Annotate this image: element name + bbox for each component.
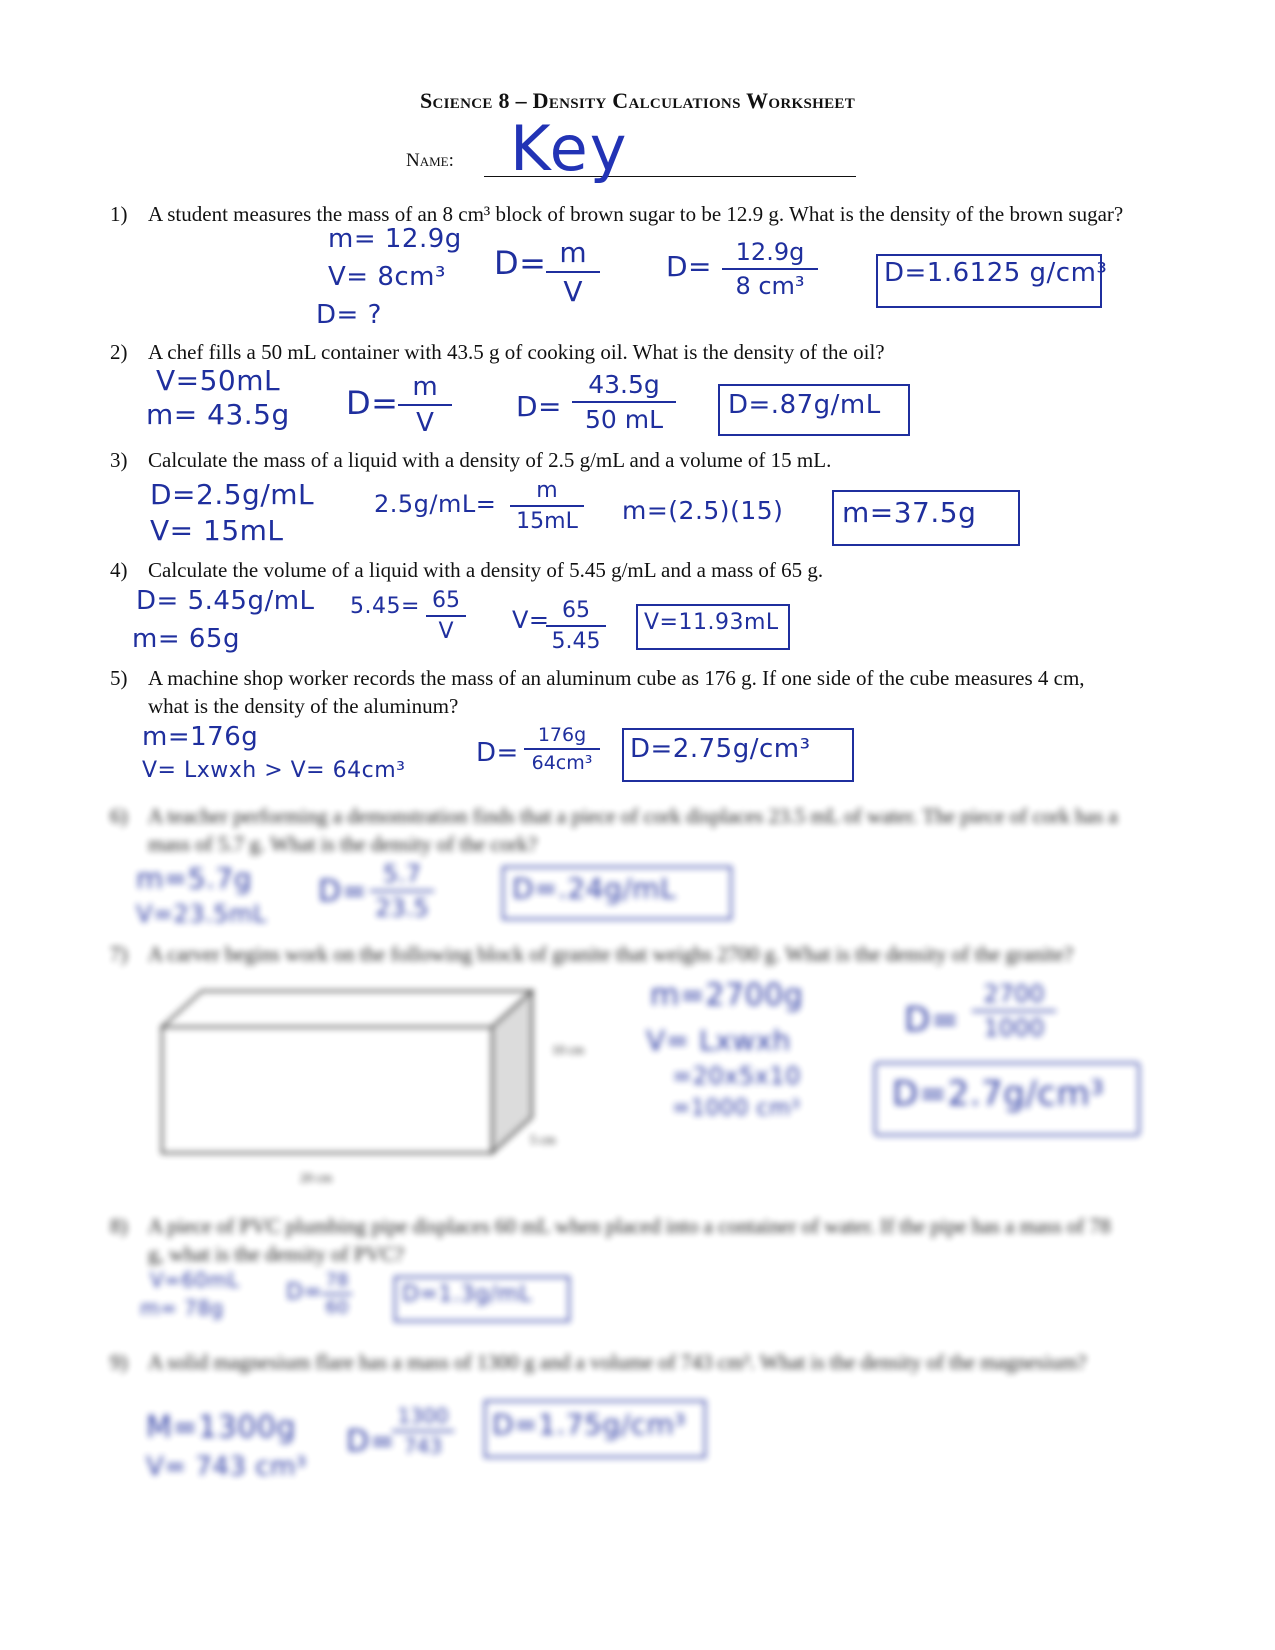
question-text: A teacher performing a demonstration finds that a piece of cork displaces 23.5 mL of water. The piece of cork has a mass of 5.7 g. What is the density of the cork? <box>148 804 1118 856</box>
denominator: V <box>416 408 434 438</box>
denominator: 23.5 <box>375 894 429 922</box>
question-number: 1) <box>110 202 128 226</box>
q8-volume: V=60mL <box>150 1268 240 1292</box>
q3-volume: V= 15mL <box>150 514 284 547</box>
numerator: 2700 <box>983 980 1045 1008</box>
denominator: V <box>563 275 583 308</box>
q1-formula-lhs: D= <box>494 244 547 282</box>
q8-answer: D=1.3g/mL <box>402 1282 532 1307</box>
denominator: 5.45 <box>551 629 601 654</box>
q4-formula-fraction <box>426 588 466 644</box>
q1-answer: D=1.6125 g/cm³ <box>884 258 1108 288</box>
q6-answer: D=.24g/mL <box>512 872 677 905</box>
q4-formula-lhs: 5.45= <box>350 594 420 619</box>
q1-formula-fraction <box>546 236 600 308</box>
q4-sub-fraction <box>546 598 606 654</box>
q6-volume: V=23.5mL <box>136 900 267 928</box>
question-number: 9) <box>110 1350 128 1374</box>
question-number: 4) <box>110 558 128 582</box>
q8-mass: m= 78g <box>140 1296 224 1320</box>
name-label: Name: <box>406 150 454 171</box>
name-value: Key <box>510 112 629 185</box>
numerator: m <box>412 372 438 402</box>
numerator: 5.7 <box>382 860 422 888</box>
q7-volume-1: V= Lxwxh <box>646 1024 791 1057</box>
question-text: Calculate the mass of a liquid with a density of 2.5 g/mL and a volume of 15 mL. <box>148 448 832 472</box>
q9-sub-fraction <box>392 1404 454 1458</box>
question-text: A student measures the mass of an 8 cm³ block of brown sugar to be 12.9 g. What is the density of the brown sugar? <box>148 202 1124 226</box>
q3-formula-fraction <box>510 478 584 534</box>
q2-formula-lhs: D= <box>346 384 399 422</box>
q5-sub-fraction <box>524 724 600 774</box>
denominator: 15mL <box>516 509 578 534</box>
q1-density-unknown: D= ? <box>316 300 382 330</box>
denominator: 1000 <box>983 1014 1045 1042</box>
q9-sub-lhs: D= <box>346 1424 396 1459</box>
q2-sub-lhs: D= <box>516 390 563 423</box>
numerator: m <box>536 478 558 503</box>
q5-mass: m=176g <box>142 722 259 752</box>
q3-calc: m=(2.5)(15) <box>622 496 784 525</box>
q5-volume: V= Lxwxh > V= 64cm³ <box>142 758 406 783</box>
q4-density: D= 5.45g/mL <box>136 586 315 616</box>
q7-sub-fraction <box>972 980 1056 1042</box>
q3-formula-lhs: 2.5g/mL= <box>374 490 497 518</box>
q8-sub-lhs: D= <box>286 1280 323 1305</box>
question-text: A chef fills a 50 mL container with 43.5 g of cooking oil. What is the density of the oil? <box>148 340 885 364</box>
q2-sub-fraction <box>572 370 676 434</box>
numerator: 12.9g <box>735 238 805 266</box>
question-text: A carver begins work on the following block of granite that weighs 2700 g. What is the density of the granite? <box>148 942 1074 966</box>
denominator: V <box>438 619 454 644</box>
figure-length-label: 20 cm <box>300 1170 333 1185</box>
q2-answer: D=.87g/mL <box>728 390 881 420</box>
numerator: 65 <box>562 598 590 623</box>
q4-answer: V=11.93mL <box>644 610 779 635</box>
worksheet-title: Science 8 – Density Calculations Worksheet <box>419 88 855 113</box>
denominator: 50 mL <box>584 405 664 434</box>
question-number: 2) <box>110 340 128 364</box>
q7-sub-lhs: D= <box>904 1000 960 1040</box>
q5-answer: D=2.75g/cm³ <box>630 734 811 764</box>
question-number: 7) <box>110 942 128 966</box>
question-text: A machine shop worker records the mass of an aluminum cube as 176 g. If one side of the cube measures 4 cm, what is the density of the aluminum? <box>148 666 1085 718</box>
q9-mass: M=1300g <box>146 1410 296 1445</box>
q2-mass: m= 43.5g <box>146 398 290 431</box>
q2-formula-fraction <box>398 372 452 438</box>
question-text: A piece of PVC plumbing pipe displaces 60 mL when placed into a container of water. If the pipe has a mass of 78 g, what is the density of PVC? <box>148 1214 1111 1266</box>
numerator: m <box>559 236 587 269</box>
q1-sub-lhs: D= <box>666 250 713 283</box>
denominator: 8 cm³ <box>735 272 805 300</box>
question-text: A solid magnesium flare has a mass of 1300 g and a volume of 743 cm³. What is the density of the magnesium? <box>148 1350 1087 1374</box>
denominator: 743 <box>403 1434 443 1458</box>
question-number: 8) <box>110 1214 128 1238</box>
q5-sub-lhs: D= <box>476 738 519 768</box>
q6-sub-lhs: D= <box>318 874 368 909</box>
q1-sub-fraction <box>722 238 818 300</box>
q6-sub-fraction <box>370 860 434 922</box>
q1-mass: m= 12.9g <box>328 224 462 254</box>
question-number: 3) <box>110 448 128 472</box>
q6-mass: m=5.7g <box>136 862 253 895</box>
q7-answer: D=2.7g/cm³ <box>892 1074 1105 1114</box>
q2-volume: V=50mL <box>156 364 281 397</box>
q4-mass: m= 65g <box>132 624 240 654</box>
q7-volume-3: =1000 cm³ <box>672 1096 801 1121</box>
q7-volume-2: =20x5x10 <box>672 1062 801 1090</box>
numerator: 176g <box>537 724 587 746</box>
question-text: Calculate the volume of a liquid with a density of 5.45 g/mL and a mass of 65 g. <box>148 558 824 582</box>
q3-answer: m=37.5g <box>842 496 977 529</box>
q4-sub-lhs: V= <box>512 606 550 634</box>
q9-answer: D=1.75g/cm³ <box>492 1408 686 1441</box>
figure-height-label: 10 cm <box>552 1042 585 1057</box>
numerator: 43.5g <box>588 370 660 399</box>
question-number: 6) <box>110 804 128 828</box>
numerator: 65 <box>432 588 460 613</box>
denominator: 60 <box>325 1297 349 1318</box>
q7-mass: m=2700g <box>650 978 804 1013</box>
q1-volume: V= 8cm³ <box>328 262 446 292</box>
question-number: 5) <box>110 666 128 690</box>
q3-density: D=2.5g/mL <box>150 478 315 511</box>
figure-depth-label: 5 cm <box>530 1132 556 1147</box>
granite-block-figure <box>150 985 630 1185</box>
numerator: 1300 <box>397 1404 449 1428</box>
numerator: 78 <box>325 1270 349 1291</box>
denominator: 64cm³ <box>531 752 593 774</box>
q9-volume: V= 743 cm³ <box>146 1452 307 1482</box>
q8-sub-fraction <box>322 1270 352 1318</box>
